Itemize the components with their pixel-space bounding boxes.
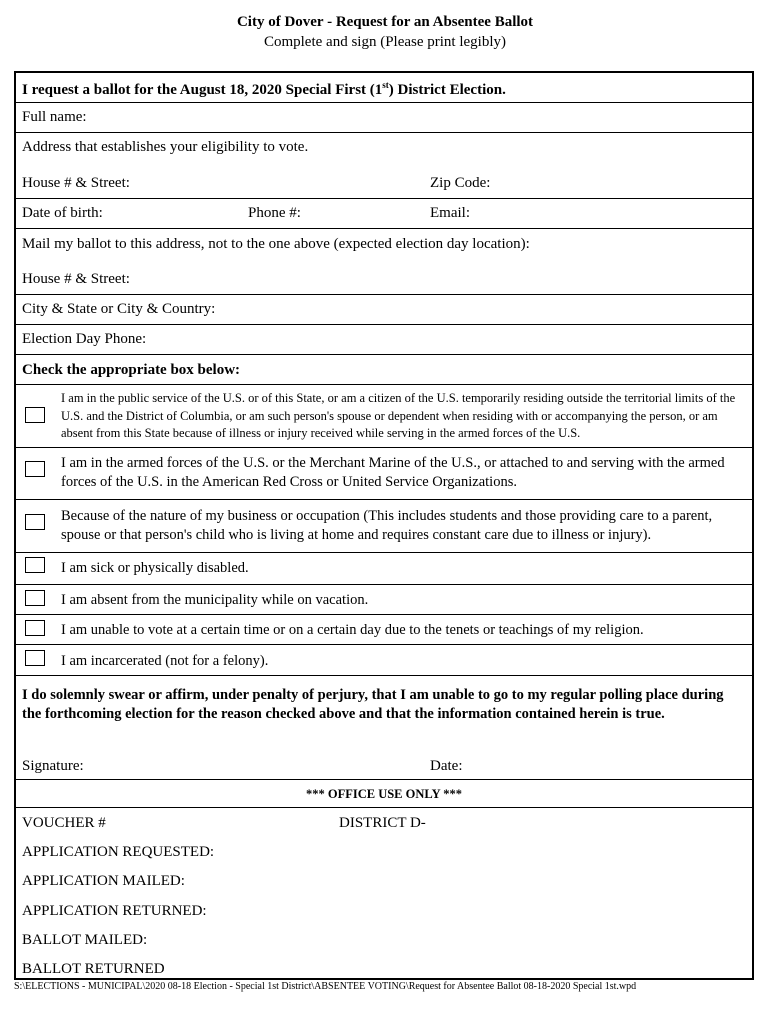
mail-house-street-label: House # & Street:: [22, 271, 130, 287]
email-label: Email:: [430, 205, 470, 221]
option-text-business: Because of the nature of my business or occupation (This includes students and those providing care to a parent, spouse or that person's child who is living at home and requires constant care due to illness or injury).: [61, 508, 713, 543]
checkbox-armed-forces[interactable]: [25, 461, 45, 477]
ballot-mailed-row: [16, 928, 752, 958]
checkbox-religion[interactable]: [25, 620, 45, 636]
mail-note: Mail my ballot to this address, not to the one above (expected election day location):: [22, 236, 530, 252]
option-text-sick: I am sick or physically disabled.: [61, 560, 249, 576]
request-statement: I request a ballot for the August 18, 2020 Special First (1st) District Election.: [22, 80, 506, 98]
signature-label[interactable]: Signature:: [22, 758, 84, 774]
election-phone-label: Election Day Phone:: [22, 331, 147, 347]
house-street-row[interactable]: [16, 169, 752, 199]
option-text-religion: I am unable to vote at a certain time or on a certain day due to the tenets or teachings of my religion.: [61, 622, 644, 638]
address-note-row: [16, 133, 752, 169]
oath-text: I do solemnly swear or affirm, under penalty of perjury, that I am unable to go to my regular polling place during the forthcoming election for the reason checked above and that the information contained herein is true.: [22, 687, 724, 722]
full-name-row[interactable]: [16, 103, 752, 133]
city-state-row[interactable]: [16, 295, 752, 325]
file-path-footer: S:\ELECTIONS - MUNICIPAL\2020 08-18 Election - Special 1st District\ABSENTEE VOTING\Request for Absentee Ballot 08-18-2020 Special 1st.wpd: [14, 981, 637, 992]
check-heading-row: [16, 355, 752, 385]
zip-code-label: Zip Code:: [430, 175, 491, 191]
app-requested-row: [16, 838, 752, 868]
date-label[interactable]: Date:: [430, 758, 463, 774]
city-state-label: City & State or City & Country:: [22, 301, 216, 317]
mail-note-row: [16, 229, 752, 265]
option-row-armed-forces: [16, 448, 752, 500]
checkbox-sick[interactable]: [25, 557, 45, 573]
checkbox-vacation[interactable]: [25, 590, 45, 606]
checkbox-business[interactable]: [25, 514, 45, 530]
phone-label: Phone #:: [248, 205, 301, 221]
oath-row: [16, 676, 752, 780]
district-label: DISTRICT D-: [339, 815, 426, 831]
option-row-religion: [16, 615, 752, 645]
option-text-vacation: I am absent from the municipality while on vacation.: [61, 592, 369, 608]
request-row: [16, 73, 752, 103]
checkbox-incarcerated[interactable]: [25, 650, 45, 666]
house-street-label: House # & Street:: [22, 175, 130, 191]
app-returned-row: [16, 898, 752, 928]
address-note: Address that establishes your eligibility to vote.: [22, 139, 309, 155]
dob-label: Date of birth:: [22, 205, 103, 221]
check-heading: Check the appropriate box below:: [22, 362, 241, 378]
form-subtitle: Complete and sign (Please print legibly): [263, 34, 507, 50]
election-phone-row[interactable]: [16, 325, 752, 355]
form-title: City of Dover - Request for an Absentee Ballot: [236, 14, 534, 30]
app-returned-label: APPLICATION RETURNED:: [22, 903, 207, 919]
option-row-business: [16, 500, 752, 553]
option-text-armed-forces: I am in the armed forces of the U.S. or the Merchant Marine of the U.S., or attached to and serving with the armed forces of the U.S. in the American Red Cross or United Service Organizations.: [61, 455, 725, 490]
option-text-public-service: I am in the public service of the U.S. or of this State, or am a citizen of the U.S. temporarily residing outside the territorial limits of the U.S. and the District of Columbia, or am such person's spouse or dependent when residing with or accompanying the person, or am absent from this State because of illness or injury received while serving in the armed forces of the U.S.: [61, 391, 736, 440]
ballot-returned-label: BALLOT RETURNED: [22, 961, 165, 977]
ballot-mailed-label: BALLOT MAILED:: [22, 932, 148, 948]
mail-house-street-row[interactable]: [16, 265, 752, 295]
voucher-row: [16, 808, 752, 838]
office-use-heading: *** OFFICE USE ONLY ***: [305, 787, 463, 801]
option-row-vacation: [16, 585, 752, 615]
option-text-incarcerated: I am incarcerated (not for a felony).: [61, 653, 269, 669]
full-name-label: Full name:: [22, 109, 87, 125]
app-mailed-row: [16, 868, 752, 898]
ballot-returned-row: [16, 958, 752, 980]
office-use-heading-row: [16, 780, 752, 808]
voucher-label: VOUCHER #: [22, 815, 106, 831]
option-row-incarcerated: [16, 645, 752, 676]
app-mailed-label: APPLICATION MAILED:: [22, 873, 185, 889]
option-row-sick: [16, 553, 752, 585]
absentee-ballot-form: [14, 71, 754, 980]
option-row-public-service: [16, 385, 752, 448]
app-requested-label: APPLICATION REQUESTED:: [22, 844, 215, 860]
dob-phone-email-row[interactable]: [16, 199, 752, 229]
checkbox-public-service[interactable]: [25, 407, 45, 423]
